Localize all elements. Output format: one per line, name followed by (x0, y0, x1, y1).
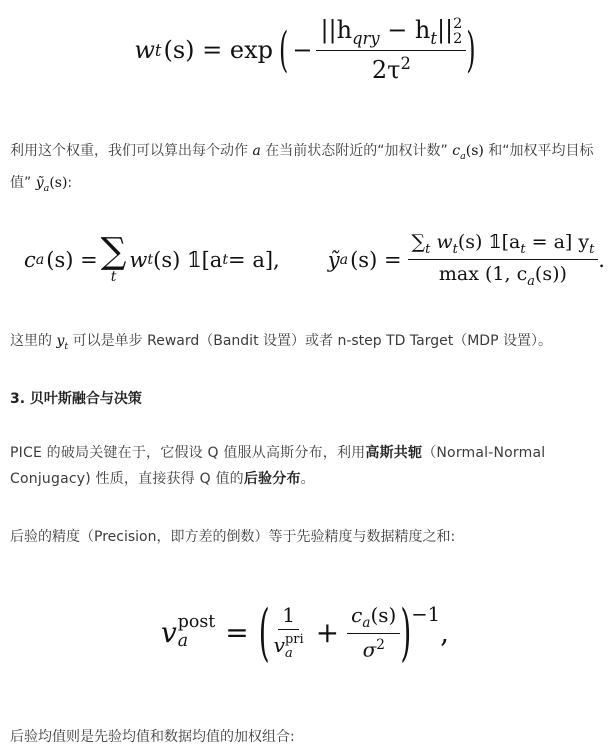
paragraph-precision: 后验的精度（Precision，即方差的倒数）等于先验精度与数据精度之和: (10, 529, 456, 545)
eq1-right-paren: ) (466, 22, 476, 78)
section-heading: 3. 贝叶斯融合与决策 (10, 391, 142, 407)
eq1-left-paren: ( (278, 22, 289, 78)
paragraph-posterior-mean: 后验均值则是先验均值和数据均值的加权组合: (10, 729, 295, 745)
paragraph-target-note: 这里的 $y_t$ 可以是单步 Reward（Bandit 设置）或者 n-step TD Target（MDP 设置）。 (10, 333, 552, 352)
eq2-sum: ∑ t (100, 231, 127, 285)
eq1-arg: (s) = exp (163, 36, 273, 64)
eq3-fraction-prior: 1 v pri a (273, 603, 304, 661)
paragraph-bayes-fusion: PICE 的破局关键在于，它假设 Q 值服从高斯分布，利用高斯共轭（Normal-Normal Conjugacy) 性质，直接获得 Q 值的后验分布。 (10, 445, 546, 487)
eq2-fraction: $\frac{\sum_t w_t(s) 𝟙[a_t = a] y_t}{\max (1, c_a(s))}$ (408, 231, 599, 289)
paragraph-weighted-count: 利用这个权重，我们可以算出每个动作 a 在当前状态附近的“加权计数” $c_a(s)$ 和“加权平均目标值” ỹ$_a$(s): (10, 143, 594, 194)
eq1-fraction: $||h_{qry} - h_t||$ 2 2 $2\tau^2$ (316, 16, 466, 84)
eq3-fraction-data: $\frac{c_a(s)}{\sigma^2}$ (347, 603, 400, 662)
equation-weight: w t (s) = exp ( − $||h_{qry} - h_t||$ 2 2 $2\tau^2$ ) (134, 16, 476, 84)
equation-posterior-precision: v post a = ( 1 v pri a + $\frac{c_a(s)}{\sigma^2}$ ) $^{-1}$ , (160, 595, 450, 669)
equation-count-and-mean: c a (s) = ∑ t w t (s) 𝟙[a t = a], ỹ a (s) = $\frac{\sum_t w_t(s) 𝟙[a_t = a] y_t}{\max (1, c_a(s))}$ . (24, 231, 605, 289)
eq1-lhs: w (134, 36, 155, 64)
